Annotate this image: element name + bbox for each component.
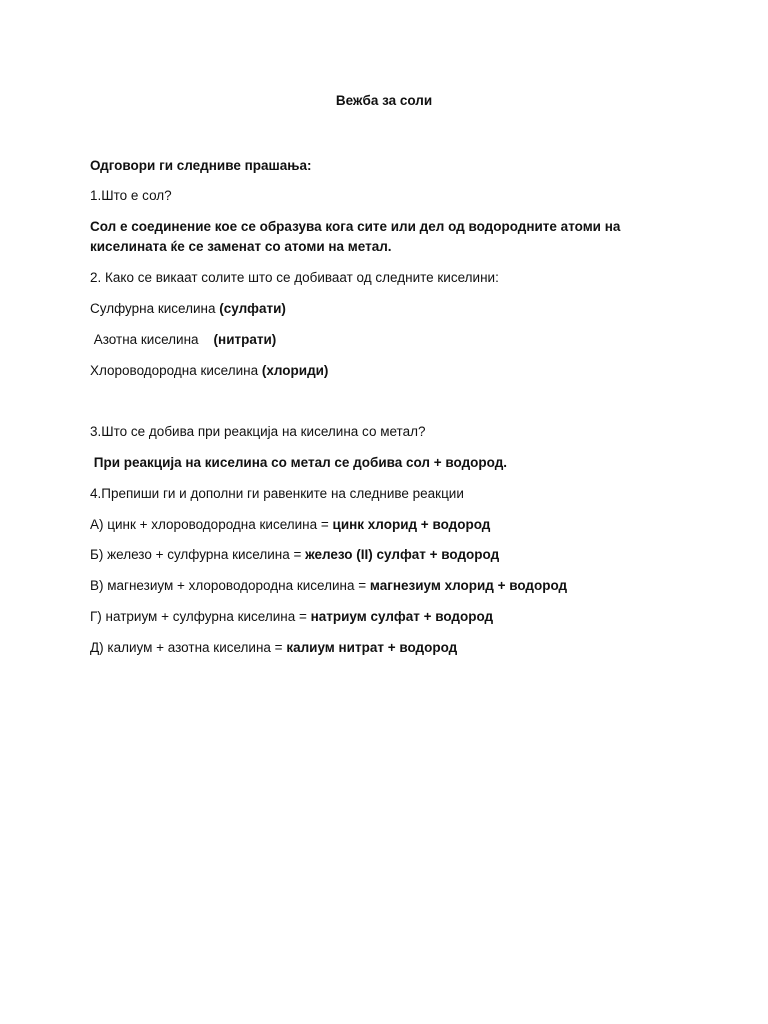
reaction-d	[90, 638, 457, 657]
salt-name: (сулфати)	[219, 301, 286, 316]
document-title: Вежба за соли	[335, 93, 433, 108]
reaction-products: натриум сулфат + водород	[310, 609, 494, 624]
instruction-heading: Одговори ги следниве прашања:	[90, 158, 312, 173]
question-3: 3.Што се добива при реакција на киселина со метал?	[90, 424, 426, 439]
reaction-b	[90, 545, 499, 564]
reaction-reactants: Д) калиум + азотна киселина =	[90, 640, 287, 655]
acid-name: Азотна киселина	[90, 332, 214, 347]
question-2: 2. Како се викаат солите што се добиваат од следните киселини:	[90, 270, 499, 285]
salt-name: (нитрати)	[213, 332, 277, 347]
acid-name: Сулфурна киселина	[90, 301, 220, 316]
question-1: 1.Што е сол?	[90, 188, 172, 203]
reaction-reactants: Б) железо + сулфурна киселина =	[90, 547, 306, 562]
reaction-v	[90, 576, 567, 595]
salt-name: (хлориди)	[261, 363, 329, 378]
acid-item-hydrochloric	[90, 361, 328, 380]
reaction-products: калиум нитрат + водород	[286, 640, 458, 655]
reaction-g	[90, 607, 493, 626]
reaction-a	[90, 515, 490, 534]
acid-name: Хлороводородна киселина	[90, 363, 262, 378]
reaction-products: магнезиум хлорид + водород	[369, 578, 568, 593]
answer-1-line-2: киселината ќе се заменат со атоми на метал.	[90, 239, 392, 254]
acid-item-sulfuric	[90, 299, 286, 318]
reaction-products: железо (II) сулфат + водород	[305, 547, 500, 562]
reaction-reactants: Г) натриум + сулфурна киселина =	[90, 609, 311, 624]
acid-item-nitric	[90, 330, 276, 349]
answer-3: При реакција на киселина со метал се добива сол + водород.	[90, 455, 508, 470]
reaction-reactants: В) магнезиум + хлороводородна киселина =	[90, 578, 370, 593]
answer-1-line-1: Сол е соединение кое се образува кога сите или дел од водородните атоми на	[90, 219, 621, 234]
reaction-reactants: А) цинк + хлороводородна киселина =	[90, 517, 333, 532]
question-4: 4.Препиши ги и дополни ги равенките на следниве реакции	[90, 486, 464, 501]
reaction-products: цинк хлорид + водород	[332, 517, 491, 532]
